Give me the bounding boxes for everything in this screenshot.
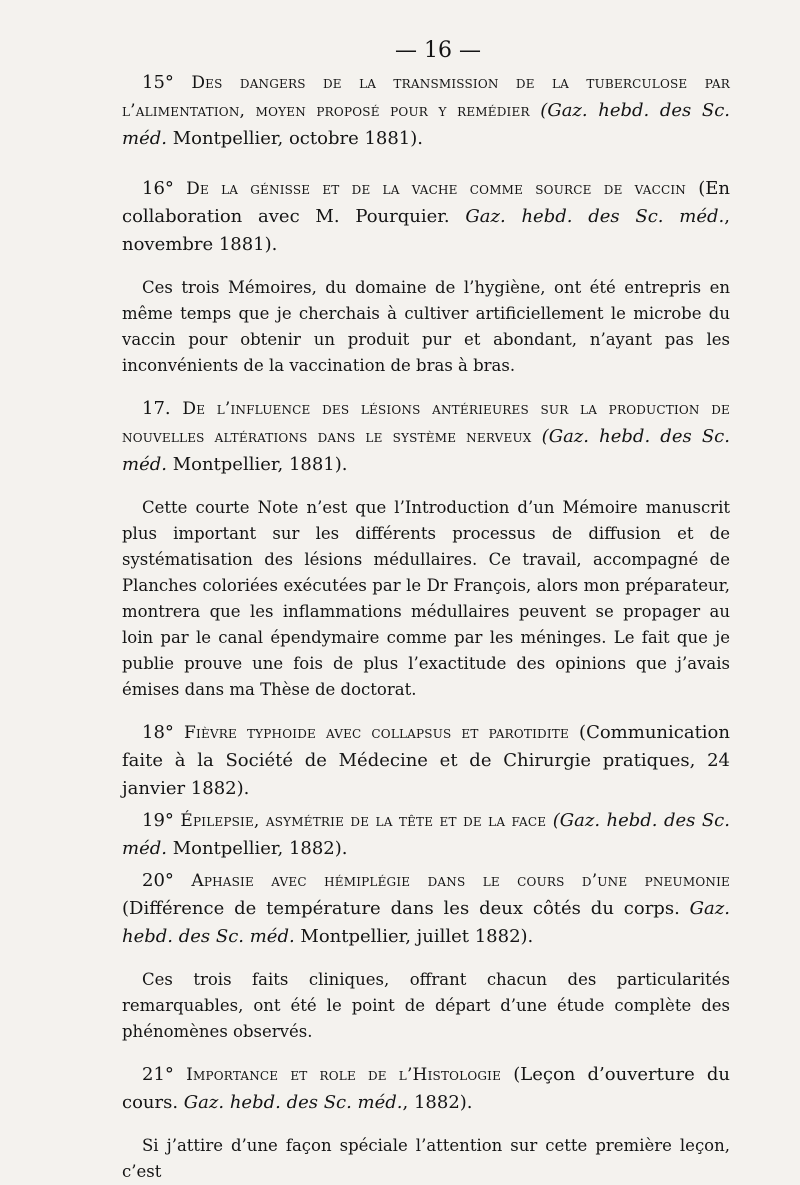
entry-number: 18° xyxy=(142,722,174,743)
entry-19 xyxy=(122,807,730,863)
entry-reference-italic: (Gaz. hebd. des Sc. méd. xyxy=(122,810,730,859)
entry-reference: (Différence de température dans les deux côtés du corps. xyxy=(122,898,680,919)
entry-title: Aphasie avec hémiplégie dans le cours d’une pneumonie xyxy=(191,871,730,891)
entry-title: Importance et role de l’Histologie xyxy=(186,1065,502,1085)
entry-number: 15° xyxy=(142,72,174,93)
page-number: — 16 — xyxy=(395,38,481,63)
entry-reference: (Communication faite à la Société de Médecine et de Chirurgie pratiques, 24 janvier 1882). xyxy=(122,722,730,799)
entry-reference-end: Montpellier, juillet 1882). xyxy=(294,926,534,947)
paragraph-lesson: Si j’attire d’une façon spéciale l’attention sur cette première leçon, c’est xyxy=(122,1136,730,1181)
entry-17 xyxy=(122,395,730,479)
entry-title: Des dangers de la transmission de la tuberculose par l’alimentation, moyen proposé pour y remédier xyxy=(122,73,730,121)
entry-reference-italic: Gaz. hebd. des Sc. méd. xyxy=(449,206,725,227)
entry-reference: (Leçon d’ouverture du cours. xyxy=(122,1064,730,1113)
paragraph-note: Cette courte Note n’est que l’Introduction d’un Mémoire manuscrit plus important sur les différents processus de diffusion et de systématisation des lésions médullaires. Ce travail, accompagné de Planches coloriées exécutées par le Dr François, alors mon préparateur, montrera que les inflammations médullaires peuvent se propager au loin par le canal épendymaire comme par les méninges. Le fait que je publie prouve une fois de plus l’exactitude des opinions que j’avais émises dans ma Thèse de doctorat. xyxy=(122,498,730,699)
entry-title: De l’influence des lésions antérieures sur la production de nouvelles altérations dans le système nerveux xyxy=(122,399,730,447)
entry-16 xyxy=(122,175,730,259)
entry-reference-italic: (Gaz. hebd. des Sc. méd. xyxy=(122,100,730,149)
entry-18 xyxy=(122,719,730,803)
entry-reference-end: , novembre 1881). xyxy=(122,206,730,255)
paragraph-hygiene: Ces trois Mémoires, du domaine de l’hygiène, ont été entrepris en même temps que je cherchais à cultiver artificiellement le microbe du vaccin pour obtenir un produit pur et abondant, n’ayant pas les inconvénients de la vaccination de bras à bras. xyxy=(122,278,730,375)
entry-reference: Montpellier, octobre 1881). xyxy=(166,128,423,149)
entry-21 xyxy=(122,1061,730,1117)
entry-reference-italic: Gaz. hebd. des Sc. méd. xyxy=(178,1092,403,1113)
entry-number: 21° xyxy=(142,1064,174,1085)
entry-title: De la génisse et de la vache comme source de vaccin xyxy=(186,179,686,199)
entry-reference: Montpellier, 1881). xyxy=(166,454,348,475)
entry-title: Épilepsie, asymétrie de la tête et de la face xyxy=(180,811,547,831)
entry-number: 20° xyxy=(142,870,174,891)
entry-reference-end: , 1882). xyxy=(402,1092,473,1113)
entry-reference-italic: (Gaz. hebd. des Sc. méd. xyxy=(122,426,730,475)
entry-reference: Montpellier, 1882). xyxy=(166,838,348,859)
entry-20 xyxy=(122,867,730,951)
entry-number: 19° xyxy=(142,810,174,831)
entry-reference: (En collaboration avec M. Pourquier. xyxy=(122,178,730,227)
entry-number: 17. xyxy=(142,398,171,419)
paragraph-clinical: Ces trois faits cliniques, offrant chacun des particularités remarquables, ont été le point de départ d’une étude complète des phénomènes observés. xyxy=(122,970,730,1041)
entry-title: Fièvre typhoide avec collapsus et parotidite xyxy=(184,723,569,743)
entry-15 xyxy=(122,69,730,153)
entry-number: 16° xyxy=(142,178,174,199)
entry-reference-italic: Gaz. hebd. des Sc. méd. xyxy=(122,898,730,947)
